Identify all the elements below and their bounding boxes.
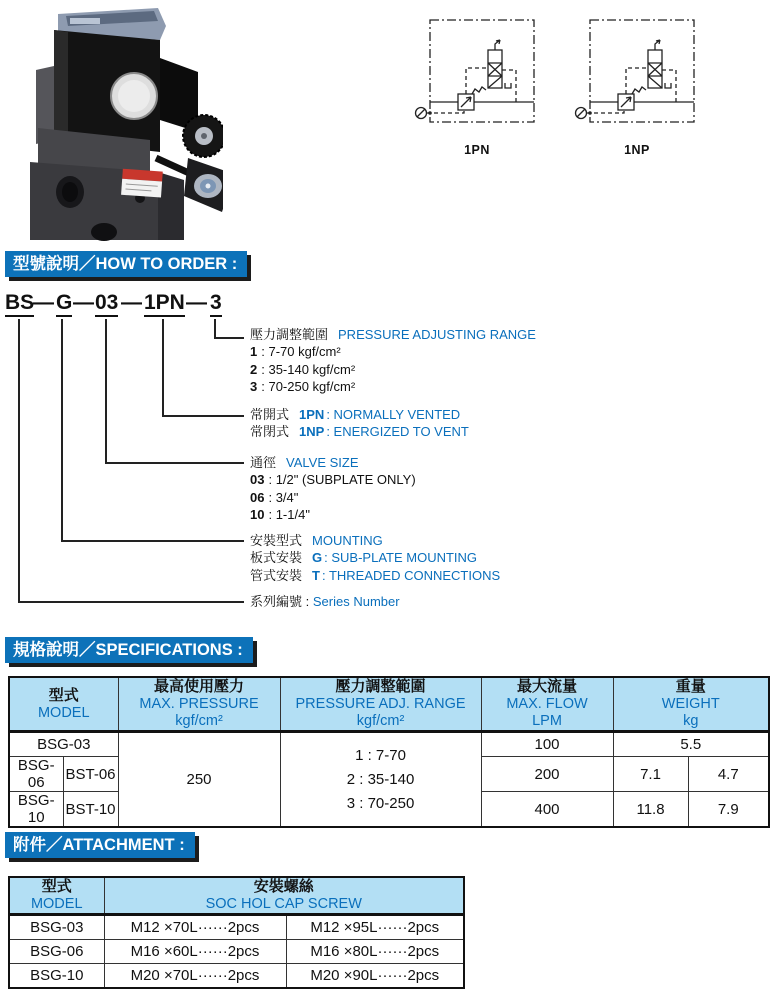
code-seg-series: BS <box>5 291 34 317</box>
connector-line <box>214 337 244 339</box>
diagram-border <box>430 20 534 122</box>
option-desc: : 1/2" (SUBPLATE ONLY) <box>268 472 416 488</box>
option-code: 2 <box>250 361 258 377</box>
cell-model-t: BST-06 <box>63 757 118 792</box>
connector-line <box>61 319 63 542</box>
connector-line <box>105 462 244 464</box>
section-title-specifications: 規格說明／SPECIFICATIONS : <box>5 637 253 663</box>
diagram-border <box>590 20 694 122</box>
circuit-diagram-1pn <box>414 14 540 157</box>
order-block-series-number <box>250 593 400 610</box>
option-desc: : 7-70 kgf/cm² <box>261 344 341 360</box>
order-option <box>250 489 416 506</box>
label-en: MOUNTING <box>312 533 383 548</box>
header-en: PRESSURE ADJ. RANGE <box>295 696 466 712</box>
option-desc: : 1-1/4" <box>268 506 310 522</box>
cell-flow: 200 <box>481 757 613 792</box>
cell-adj-ranges <box>280 732 481 828</box>
attachment-row <box>9 915 464 940</box>
code-seg-range: 3 <box>210 291 222 317</box>
spec-header-max-flow <box>481 677 613 732</box>
adjustment-knob-screw <box>201 133 207 139</box>
diagram-label-1pn: 1PN <box>464 143 490 157</box>
connector-line <box>18 601 244 603</box>
option-desc: : 35-140 kgf/cm² <box>261 361 356 377</box>
option-code: T <box>312 567 320 583</box>
gauge-slash <box>417 109 425 117</box>
port-hole-inner <box>62 182 78 202</box>
header-en: MAX. FLOW <box>506 696 588 712</box>
option-desc: : THREADED CONNECTIONS <box>321 567 501 583</box>
cell-flow: 100 <box>481 732 613 757</box>
spec-header-row <box>9 677 769 732</box>
header-zh: 最大流量 <box>517 678 578 695</box>
cell-screw-2: M20 ×90L······2pcs <box>286 964 464 989</box>
cell-model-g: BSG-06 <box>9 757 63 792</box>
code-dash: — <box>186 291 207 314</box>
option-code: 03 <box>250 472 265 488</box>
code-dash: — <box>33 291 54 314</box>
cell-model: BSG-03 <box>9 732 118 757</box>
order-option <box>250 343 536 360</box>
attachment-table <box>8 876 465 989</box>
code-dash: — <box>121 291 142 314</box>
cell-flow: 400 <box>481 792 613 828</box>
tank-symbol <box>665 83 671 88</box>
code-seg-mounting: G <box>56 291 72 317</box>
label-zh: 系列編號 : <box>250 594 310 609</box>
cell-model-g: BSG-10 <box>9 792 63 828</box>
label-zh: 管式安裝 <box>250 567 303 583</box>
tank-symbol <box>505 83 511 88</box>
order-block-valve-size <box>250 454 416 523</box>
label-zh: 壓力調整範圍 <box>250 327 329 342</box>
cell-screw-2: M12 ×95L······2pcs <box>286 915 464 940</box>
diagram-label-1np: 1NP <box>624 143 650 157</box>
gauge-slash <box>577 109 585 117</box>
cell-model: BSG-03 <box>9 915 104 940</box>
header-en: MODEL <box>37 704 90 721</box>
option-desc: : 70-250 kgf/cm² <box>261 378 356 394</box>
order-option <box>250 506 416 523</box>
header-zh: 重量 <box>675 678 706 695</box>
spring-symbol <box>632 87 646 94</box>
order-option <box>250 361 536 378</box>
cell-weight-t: 7.9 <box>688 792 769 828</box>
option-code: 1NP <box>299 424 325 440</box>
cell-weight: 5.5 <box>613 732 769 757</box>
order-block-heading <box>250 326 536 343</box>
header-unit: kgf/cm² <box>356 713 405 729</box>
range-value: 1 : 7-70 <box>355 746 406 764</box>
option-code: 1PN <box>299 407 325 422</box>
option-desc: : SUB-PLATE MOUNTING <box>324 550 478 566</box>
attachment-header-row <box>9 877 464 915</box>
order-option <box>250 406 469 423</box>
header-zh: 壓力調整範圍 <box>335 678 426 695</box>
header-zh: 型式 <box>48 686 79 704</box>
option-desc: : ENERGIZED TO VENT <box>326 424 469 440</box>
order-option <box>250 378 536 395</box>
cell-max-pressure: 250 <box>118 732 280 828</box>
hydraulic-symbol-1pn <box>414 14 540 134</box>
label-zh: 安裝型式 <box>250 533 303 548</box>
attachment-header-screw <box>104 877 464 915</box>
vent-handle-cap-dot <box>206 184 211 189</box>
cell-screw-2: M16 ×80L······2pcs <box>286 940 464 964</box>
hydraulic-symbol-1np <box>574 14 700 134</box>
bottom-port-hole <box>91 223 117 241</box>
product-label <box>121 169 163 198</box>
cell-screw-1: M16 ×60L······2pcs <box>104 940 286 964</box>
header-unit: kg <box>683 713 699 729</box>
option-desc: : 3/4" <box>268 489 299 505</box>
order-block-mounting <box>250 532 500 584</box>
solenoid-housing-edge <box>54 30 68 138</box>
attachment-header-model <box>9 877 104 915</box>
order-block-heading <box>250 454 416 471</box>
header-zh: 安裝螺絲 <box>253 878 314 895</box>
connector-line <box>18 319 20 603</box>
circuit-diagram-1np <box>574 14 700 157</box>
order-block-vent-type <box>250 406 469 441</box>
cell-screw-1: M20 ×70L······2pcs <box>104 964 286 989</box>
code-seg-size: 03 <box>95 291 118 317</box>
option-code: G <box>312 550 323 566</box>
solenoid-actuator-arrow <box>655 40 660 50</box>
order-block-pressure-range <box>250 326 536 395</box>
label-zh: 常開式 <box>250 407 290 422</box>
header-en: MODEL <box>30 896 83 912</box>
cell-weight-t: 4.7 <box>688 757 769 792</box>
header-unit: LPM <box>532 713 562 729</box>
option-code: 10 <box>250 506 265 522</box>
spec-header-model <box>9 677 118 732</box>
range-value: 3 : 70-250 <box>346 794 415 812</box>
label-zh: 通徑 <box>250 455 277 470</box>
code-dash: — <box>73 291 94 314</box>
specifications-table <box>8 676 770 828</box>
attachment-row <box>9 964 464 989</box>
order-option <box>250 549 500 566</box>
spec-header-weight <box>613 677 769 732</box>
cell-model: BSG-10 <box>9 964 104 989</box>
order-option <box>250 423 469 440</box>
connector-line <box>162 319 164 417</box>
drain-line <box>662 70 676 102</box>
connector-line <box>105 319 107 464</box>
connector-line <box>61 540 244 542</box>
label-zh: 板式安裝 <box>250 550 303 566</box>
option-code: 06 <box>250 489 265 505</box>
label-en: Series Number <box>312 594 400 609</box>
solenoid-nameplate-inner <box>118 80 150 112</box>
header-zh: 型式 <box>41 878 72 895</box>
order-option <box>250 567 500 584</box>
product-label-white <box>121 179 162 198</box>
connector-line <box>214 319 216 339</box>
spec-row <box>9 732 769 757</box>
label-zh: 常閉式 <box>250 424 290 440</box>
spring-symbol <box>472 87 486 94</box>
drain-line <box>502 70 516 102</box>
cell-weight-g: 7.1 <box>613 757 688 792</box>
cell-weight-g: 11.8 <box>613 792 688 828</box>
header-unit: kgf/cm² <box>175 713 223 729</box>
code-seg-vent: 1PN <box>144 291 185 317</box>
valve-top-plate-highlight <box>70 18 100 24</box>
order-option <box>250 471 416 488</box>
header-en: WEIGHT <box>661 696 720 712</box>
option-desc: : NORMALLY VENTED <box>326 407 461 422</box>
label-en: VALVE SIZE <box>286 455 359 470</box>
cell-model: BSG-06 <box>9 940 104 964</box>
order-block-heading <box>250 532 500 549</box>
solenoid-actuator-arrow <box>495 40 500 50</box>
connector-line <box>162 415 244 417</box>
spec-header-adj-range <box>280 677 481 732</box>
cell-screw-1: M12 ×70L······2pcs <box>104 915 286 940</box>
order-option <box>250 593 400 610</box>
label-en: PRESSURE ADJUSTING RANGE <box>338 327 536 342</box>
header-en: SOC HOL CAP SCREW <box>205 896 362 912</box>
header-zh: 最高使用壓力 <box>154 678 245 695</box>
option-code: 1 <box>250 344 258 360</box>
attachment-row <box>9 940 464 964</box>
spec-header-max-pressure <box>118 677 280 732</box>
section-title-how-to-order: 型號說明／HOW TO ORDER : <box>5 251 247 277</box>
header-en: MAX. PRESSURE <box>139 696 259 712</box>
option-code: 3 <box>250 378 258 394</box>
cell-model-t: BST-10 <box>63 792 118 828</box>
product-photo-valve <box>8 0 223 242</box>
range-value: 2 : 35-140 <box>346 770 415 788</box>
section-title-attachment: 附件／ATTACHMENT : <box>5 832 195 858</box>
